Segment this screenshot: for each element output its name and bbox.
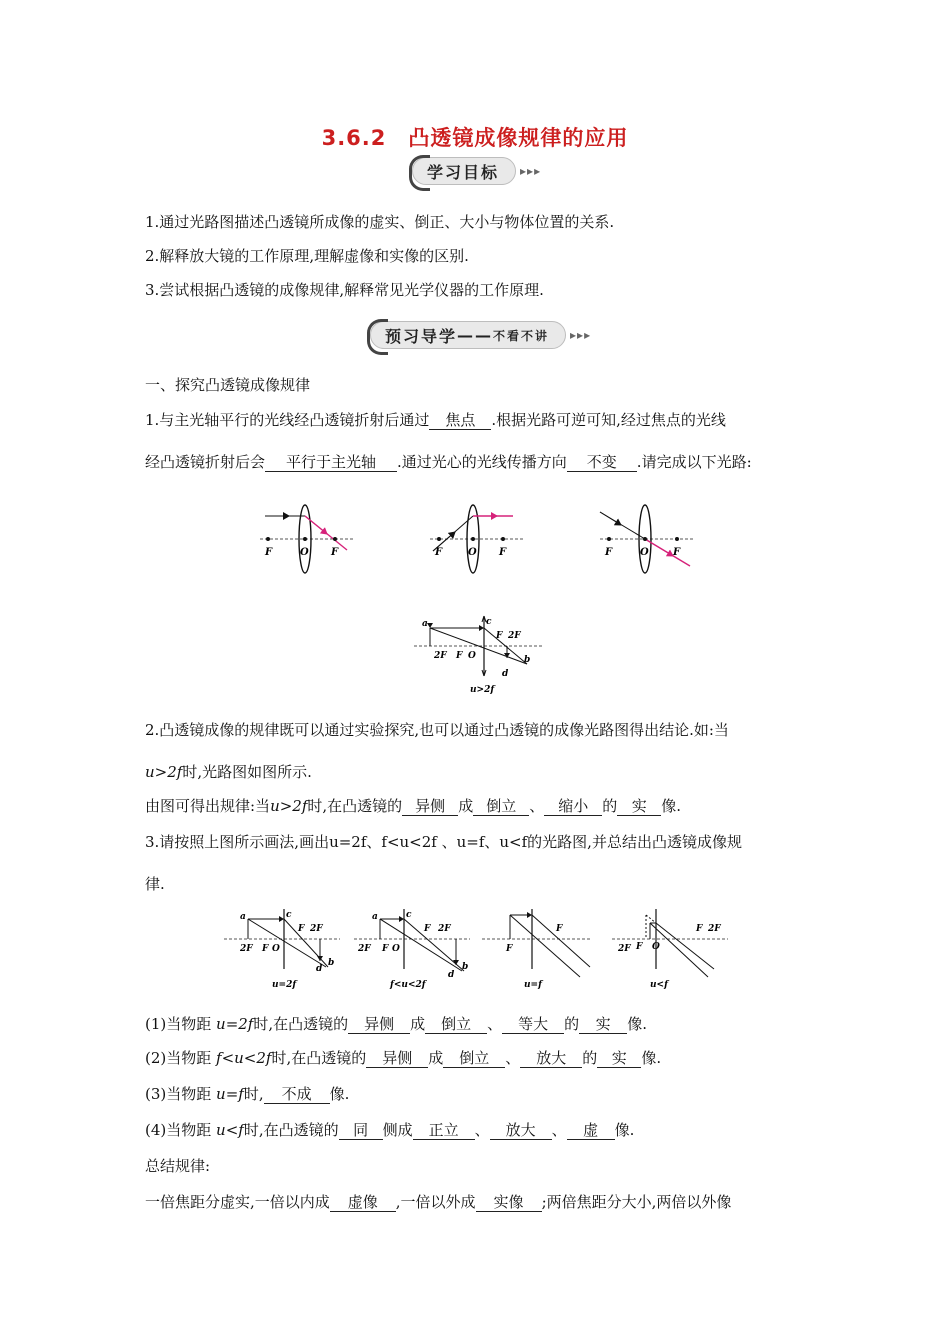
objective-2: 2.解释放大镜的工作原理,理解虚像和实像的区别. — [145, 247, 469, 265]
label-b: b — [328, 958, 335, 968]
diagram-f-lt-u-lt-2f — [354, 909, 470, 990]
banner-preview — [370, 318, 591, 352]
q2-line-1: 2.凸透镜成像的规律既可以通过实验探究,也可以通过凸透镜的成像光路图得出结论.如:当 — [145, 721, 729, 739]
answer-blank: 实 — [617, 797, 661, 816]
label-F: F — [605, 547, 613, 558]
answer-text: 像. — [641, 1049, 662, 1067]
objective-1: 1.通过光路图描述凸透镜所成像的虚实、倒正、大小与物体位置的关系. — [145, 213, 615, 231]
answer-text: 成 — [428, 1049, 444, 1067]
label-O: O — [392, 944, 400, 954]
answer-blank: 异侧 — [366, 1049, 428, 1068]
section-heading: 一、探究凸透镜成像规律 — [145, 376, 311, 394]
condition-text: u>2 — [145, 763, 177, 781]
label-d: d — [502, 669, 509, 679]
caption-u-eq-2f: u=2f — [272, 980, 297, 990]
caption-u-lt-f: u<f — [650, 980, 668, 990]
q1-text: .请完成以下光路: — [636, 453, 752, 471]
summary-label: 总结规律: — [145, 1157, 211, 1175]
label-F: F — [265, 547, 273, 558]
objective-3: 3.尝试根据凸透镜的成像规律,解释常见光学仪器的工作原理. — [145, 281, 544, 299]
answer-blank: 放大 — [490, 1121, 552, 1140]
label-c: c — [486, 617, 492, 627]
banner-learning-goals — [412, 154, 541, 188]
label-2F: 2F — [434, 651, 447, 661]
q2-text: 由图可得出规律:当 — [145, 797, 271, 815]
answer-blank: 实 — [597, 1049, 641, 1068]
label-2F: 2F — [310, 924, 323, 934]
q3-line-2: 律. — [145, 875, 165, 893]
label-2F: 2F — [438, 924, 451, 934]
label-2F: 2F — [708, 924, 721, 934]
label-c: c — [286, 910, 292, 920]
label-O: O — [640, 547, 649, 558]
label-F: F — [506, 944, 513, 954]
answer-text: 、 — [505, 1049, 521, 1067]
answer-text: (1)当物距 — [145, 1015, 217, 1033]
condition-text: u>2 — [270, 797, 302, 815]
condition-text: f — [176, 763, 183, 781]
label-O: O — [652, 942, 660, 952]
condition-text: f — [301, 797, 308, 815]
diagram-u-equals-2f — [224, 909, 340, 990]
q1-text: .通过光心的光线传播方向 — [397, 453, 567, 471]
condition-text: u<f — [216, 1121, 244, 1139]
banner-preview-main: 预习导学 — [385, 326, 458, 346]
answer-blank: 异侧 — [402, 797, 458, 816]
banner-arrow-icon: ▸▸▸ — [520, 164, 542, 178]
condition-text: u=2f — [216, 1015, 254, 1033]
answer-text: 成 — [410, 1015, 426, 1033]
ray-diagrams-cases — [222, 905, 732, 993]
answer-blank: 不变 — [567, 453, 637, 472]
label-b: b — [462, 962, 469, 972]
summary-text: ,一倍以外成 — [395, 1193, 476, 1211]
label-a: a — [240, 912, 246, 922]
label-c: c — [406, 910, 412, 920]
label-O: O — [300, 547, 309, 558]
q2-text: 时,光路图如图所示. — [182, 763, 312, 781]
condition-text: f<u<2f — [216, 1049, 272, 1067]
answer-text: 像. — [329, 1085, 350, 1103]
answer-blank: 不成 — [264, 1085, 330, 1104]
label-O: O — [468, 547, 477, 558]
answer-blank: 异侧 — [348, 1015, 410, 1034]
label-b: b — [524, 655, 531, 665]
summary-text: 一倍焦距分虚实,一倍以内成 — [145, 1193, 330, 1211]
caption-u-eq-f: u=f — [524, 980, 542, 990]
answer-text: 、 — [487, 1015, 503, 1033]
answer-blank: 倒立 — [425, 1015, 487, 1034]
label-F: F — [298, 924, 305, 934]
q1-text: 经凸透镜折射后会 — [145, 453, 266, 471]
answer-blank: 放大 — [520, 1049, 582, 1068]
banner-arrow-icon: ▸▸▸ — [570, 328, 592, 342]
answer-text: 、 — [551, 1121, 567, 1139]
answer-text: 的 — [564, 1015, 580, 1033]
condition-text: u=f — [216, 1085, 244, 1103]
answer-text: 时,在凸透镜的 — [253, 1015, 349, 1033]
answer-blank: 虚像 — [330, 1193, 396, 1212]
banner-preview-label — [370, 321, 566, 349]
summary-text: ;两倍焦距分大小,两倍以外像 — [541, 1193, 732, 1211]
label-a: a — [372, 912, 378, 922]
label-F: F — [331, 547, 339, 558]
answer-text: (3)当物距 — [145, 1085, 217, 1103]
label-F: F — [424, 924, 431, 934]
label-F: F — [496, 631, 503, 641]
answer-text: 、 — [474, 1121, 490, 1139]
answer-text: 侧成 — [382, 1121, 413, 1139]
answer-blank: 倒立 — [473, 797, 529, 816]
label-O: O — [272, 944, 280, 954]
answer-text: 像. — [614, 1121, 635, 1139]
diagram-center-ray — [600, 505, 695, 573]
answer-text: 时, — [243, 1085, 264, 1103]
q1-text: .根据光路可逆可知,经过焦点的光线 — [491, 411, 726, 429]
diagram-u-less-f — [612, 909, 728, 990]
q1-line-2 — [145, 452, 752, 472]
banner-label: 学习目标 — [412, 157, 516, 185]
label-O: O — [468, 651, 476, 661]
q1-text: 1.与主光轴平行的光线经凸透镜折射后通过 — [145, 411, 430, 429]
q2-line-2 — [145, 762, 312, 782]
answer-row-2 — [145, 1048, 661, 1068]
diagram-u-equals-f — [482, 909, 592, 990]
answer-blank: 实 — [579, 1015, 627, 1034]
answer-row-1 — [145, 1014, 647, 1034]
answer-blank: 焦点 — [429, 411, 491, 430]
label-F: F — [499, 547, 507, 558]
answer-text: 的 — [582, 1049, 598, 1067]
answer-blank: 同 — [339, 1121, 383, 1140]
answer-blank: 等大 — [502, 1015, 564, 1034]
label-F: F — [696, 924, 703, 934]
answer-text: 像. — [627, 1015, 647, 1033]
label-F: F — [435, 547, 443, 558]
answer-blank: 平行于主光轴 — [265, 453, 397, 472]
label-d: d — [316, 964, 323, 974]
answer-blank: 倒立 — [443, 1049, 505, 1068]
ray-diagrams-basic — [255, 495, 705, 580]
q1-line-1 — [145, 410, 726, 430]
banner-preview-sub: 不看不讲 — [493, 328, 550, 343]
answer-row-3 — [145, 1084, 349, 1104]
banner-preview-dash: —— — [457, 325, 494, 345]
label-F: F — [636, 942, 643, 952]
label-F: F — [456, 651, 463, 661]
q3-line-1: 3.请按照上图所示画法,画出u=2f、f<u<2f 、u=f、u<f的光路图,并总结出凸透镜成像规 — [145, 833, 742, 851]
diagram-parallel-ray — [260, 505, 355, 573]
page-title: 3.6.2 凸透镜成像规律的应用 — [321, 126, 629, 150]
answer-blank: 正立 — [413, 1121, 475, 1140]
q2-text: 时,在凸透镜的 — [307, 797, 403, 815]
diagram-focal-ray — [430, 505, 525, 573]
q2-text: 的 — [602, 797, 618, 815]
answer-blank: 缩小 — [544, 797, 602, 816]
label-F: F — [556, 924, 563, 934]
q2-text: 成 — [458, 797, 474, 815]
q2-text: 像. — [661, 797, 682, 815]
answer-text: (2)当物距 — [145, 1049, 217, 1067]
label-2F: 2F — [508, 631, 521, 641]
q2-text: 、 — [529, 797, 545, 815]
answer-text: 时,在凸透镜的 — [243, 1121, 339, 1139]
answer-blank: 实像 — [476, 1193, 542, 1212]
answer-row-4 — [145, 1120, 634, 1140]
label-2F: 2F — [618, 944, 631, 954]
caption-f-lt-u-lt-2f: f<u<2f — [390, 980, 426, 990]
label-F: F — [673, 547, 681, 558]
ray-diagram-u-greater-2f — [412, 612, 547, 697]
answer-text: 时,在凸透镜的 — [271, 1049, 367, 1067]
label-F: F — [382, 944, 389, 954]
q2-line-3 — [145, 796, 681, 816]
label-2F: 2F — [240, 944, 253, 954]
answer-text: (4)当物距 — [145, 1121, 217, 1139]
summary-rule — [145, 1192, 731, 1212]
label-d: d — [448, 970, 455, 980]
label-2F: 2F — [358, 944, 371, 954]
caption-u-gt-2f: u>2f — [470, 685, 495, 695]
label-a: a — [422, 619, 428, 629]
answer-blank: 虚 — [567, 1121, 615, 1140]
label-F: F — [262, 944, 269, 954]
